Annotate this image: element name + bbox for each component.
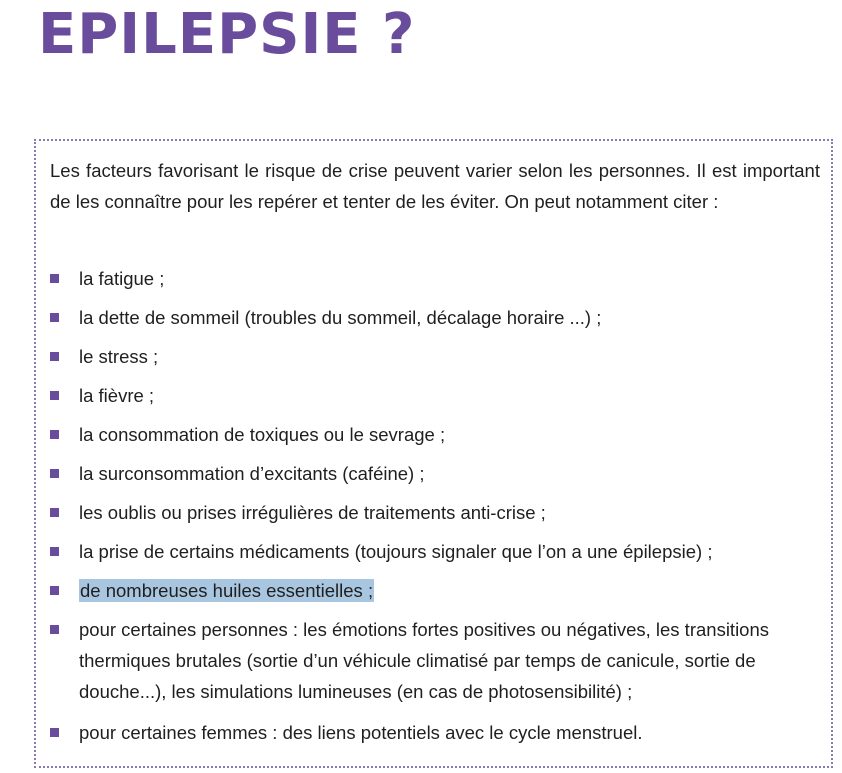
square-bullet-icon [50,469,59,478]
list-item-highlighted [50,575,820,606]
square-bullet-icon [50,352,59,361]
square-bullet-icon [50,274,59,283]
list-item [50,536,820,567]
list-item-text: la consommation de toxiques ou le sevrage ; [79,424,446,445]
list-item [50,614,820,707]
list-item [50,458,820,489]
highlighted-text-selection[interactable]: de nombreuses huiles essentielles ; [80,580,374,601]
list-item-text: la fièvre ; [79,385,155,406]
list-item-text: la dette de sommeil (troubles du sommeil, décalage horaire ...) ; [79,307,602,328]
square-bullet-icon [50,625,59,634]
list-item-text: le stress ; [79,346,159,367]
page-title: EPILEPSIE ? [38,2,416,67]
list-item-text: la fatigue ; [79,268,165,289]
square-bullet-icon [50,547,59,556]
square-bullet-icon [50,586,59,595]
list-item [50,302,820,333]
list-item [50,497,820,528]
list-item-text: pour certaines personnes : les émotions fortes positives ou négatives, les transitions thermiques brutales (sortie d’un véhicule climatisé par temps de canicule, sortie de douche...), les simulations lumineuses (en cas de photosensibilité) ; [79,619,770,702]
list-item-text: les oublis ou prises irrégulières de traitements anti-crise ; [79,502,546,523]
list-item [50,263,820,294]
intro-paragraph: Les facteurs favorisant le risque de crise peuvent varier selon les personnes. Il est important de les connaître pour les repérer et tenter de les éviter. On peut notamment citer : [50,160,820,212]
info-box [34,139,833,768]
square-bullet-icon [50,728,59,737]
list-item [50,419,820,450]
square-bullet-icon [50,430,59,439]
risk-factor-list [50,263,820,756]
list-item-text: la surconsommation d’excitants (caféine) ; [79,463,425,484]
list-item-text: la prise de certains médicaments (toujours signaler que l’on a une épilepsie) ; [79,541,713,562]
square-bullet-icon [50,391,59,400]
square-bullet-icon [50,508,59,517]
square-bullet-icon [50,313,59,322]
list-item-text: pour certaines femmes : des liens potentiels avec le cycle menstruel. [79,722,643,743]
list-item [50,380,820,411]
list-item [50,341,820,372]
list-item [50,717,820,748]
